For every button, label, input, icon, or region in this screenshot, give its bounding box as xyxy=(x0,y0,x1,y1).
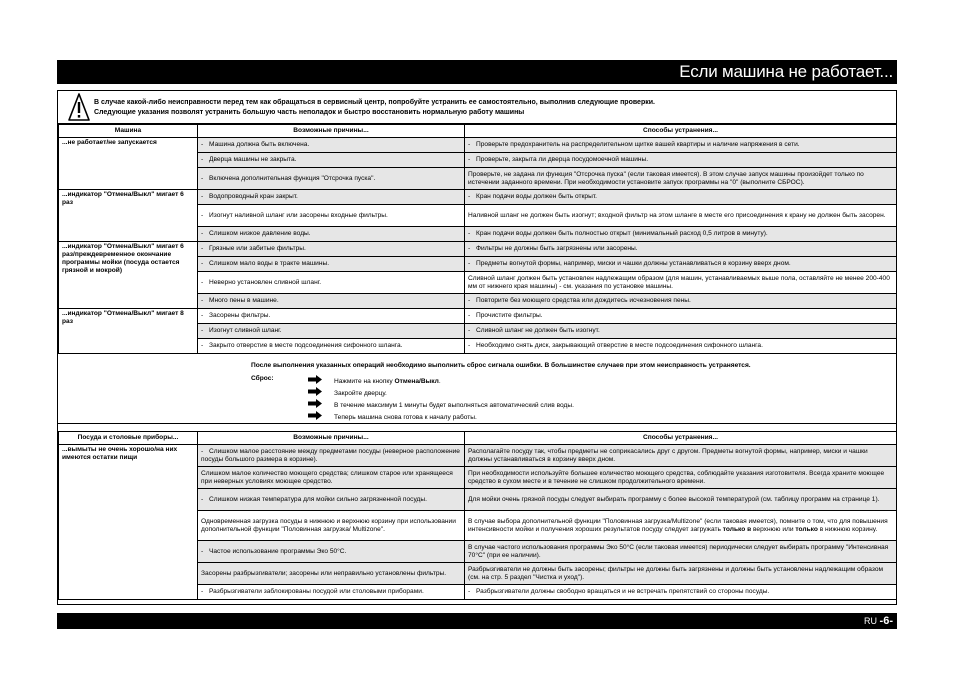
cause-cell: - Водопроводный кран закрыт. xyxy=(198,190,465,205)
reset-step: В течение максимум 1 минуты будет выполняться автоматический слив воды. xyxy=(308,398,574,409)
arrow-right-icon xyxy=(308,387,322,396)
cause-cell: - Неверно установлен сливной шланг. xyxy=(198,272,465,294)
solution-cell: При необходимости используйте большее количество моющего средства, соблюдайте указания изготовителя. Всегда храните моющее средство в сухом месте и в течение не слишком продолжительного времени. xyxy=(465,467,897,489)
machine-cell: ...индикатор "Отмена/Выкл" мигает 6 раз/преждевременное окончание программы мойки (посуда остается грязной и мокрой) xyxy=(59,242,198,309)
reset-heading: После выполнения указанных операций необходимо выполнить сброс сигнала ошибки. В большинстве случаев при этом неисправность устраняется. xyxy=(251,362,751,369)
cause-cell: Засорены разбрызгиватели; засорены или неправильно установлены фильтры. xyxy=(198,563,465,585)
solution-cell: Сливной шланг должен быть установлен надлежащим образом (для машин, устанавливаемых выше пола, оставляйте не менее 200-400 мм от нижнего края машины) - см. указания по установке машины. xyxy=(465,272,897,294)
arrow-right-icon xyxy=(308,399,322,408)
cause-cell: - Машина должна быть включена. xyxy=(198,138,465,153)
solution-cell: - Кран подачи воды должен быть открыт. xyxy=(465,190,897,205)
cause-cell: - Слишком малое расстояние между предметами посуды (неверное расположение посуды большого размера в корзине). xyxy=(198,445,465,467)
solution-cell: - Повторите без моющего средства или дождитесь исчезновения пены. xyxy=(465,294,897,309)
solution-cell: Для мойки очень грязной посуды следует выбирать программу с более высокой температурой (см. таблицу программ на странице 1). xyxy=(465,489,897,511)
solution-cell: - Кран подачи воды должен быть полностью открыт (минимальный расход 0,5 литров в минуту). xyxy=(465,227,897,242)
dishes-table xyxy=(58,431,897,600)
reset-step: Теперь машина снова готова к началу работы. xyxy=(308,410,477,421)
cause-cell: - Разбрызгиватели заблокированы посудой или столовыми приборами. xyxy=(198,585,465,600)
solution-cell: - Разбрызгиватели должны свободно вращаться и не встречать препятствий со стороны посуды. xyxy=(465,585,897,600)
reset-label: Сброс: xyxy=(251,375,274,382)
solution-cell: Разбрызгиватели не должны быть засорены; фильтры не должны быть загрязнены и должны быть установлены надлежащим образом (см. на стр. 5 раздел "Чистка и уход"). xyxy=(465,563,897,585)
machine-table xyxy=(58,124,897,354)
arrow-right-icon xyxy=(308,375,322,384)
machine-cell: ...не работает/не запускается xyxy=(59,138,198,190)
cause-cell: - Слишком мало воды в тракте машины. xyxy=(198,257,465,272)
reset-step: Закройте дверцу. xyxy=(308,386,387,397)
page-title: Если машина не работает... xyxy=(679,62,893,81)
table-header-row xyxy=(59,125,897,138)
solution-cell: - Прочистите фильтры. xyxy=(465,309,897,324)
cause-cell: - Дверца машины не закрыта. xyxy=(198,153,465,168)
solution-cell: Проверьте, не задана ли функция "Отсрочка пуска" (если таковая имеется). В этом случае запуск машины произойдет только по истечении заданного времени. При необходимости установите запуск программы на "0" (выполните СБРОС). xyxy=(465,168,897,190)
col-header-dishes: Посуда и столовые приборы... xyxy=(59,432,198,445)
page-number: RU -6- xyxy=(864,615,893,627)
solution-cell: - Необходимо снять диск, закрывающий отверстие в месте подсоединения сифонного шланга. xyxy=(465,339,897,354)
reset-section xyxy=(58,358,896,424)
cause-cell: - Частое использование программы Эко 50°C. xyxy=(198,541,465,563)
table-row xyxy=(59,309,897,324)
cause-cell: Слишком малое количество моющего средства; слишком старое или хранящееся при неверных условиях моющее средство. xyxy=(198,467,465,489)
col-header-causes: Возможные причины... xyxy=(198,432,465,445)
arrow-right-icon xyxy=(308,411,322,420)
warning-line-1: В случае какой-либо неисправности перед тем как обращаться в сервисный центр, попробуйте устранить ее самостоятельно, выполнив следующие проверки. xyxy=(94,99,655,106)
machine-cell: ...вымыты не очень хорошо/на них имеются остатки пищи xyxy=(59,445,198,600)
cause-cell: - Засорены фильтры. xyxy=(198,309,465,324)
table-row xyxy=(59,445,897,467)
cause-cell: - Закрыто отверстие в месте подсоединения сифонного шланга. xyxy=(198,339,465,354)
table-row xyxy=(59,138,897,153)
solution-cell: - Фильтры не должны быть загрязнены или засорены. xyxy=(465,242,897,257)
footer-bar xyxy=(57,613,897,629)
solution-cell: - Проверьте предохранитель на распределительном щитке вашей квартиры и наличие напряжения в сети. xyxy=(465,138,897,153)
warning-icon xyxy=(68,93,90,121)
cause-cell: - Изогнут наливной шланг или засорены входные фильтры. xyxy=(198,205,465,227)
col-header-machine: Машина xyxy=(59,125,198,138)
warning-note xyxy=(58,91,896,124)
machine-cell: ...индикатор "Отмена/Выкл" мигает 8 раз xyxy=(59,309,198,354)
solution-cell: В случае частого использования программы Эко 50°C (если таковая имеется) периодически следует выбирать программу "Интенсивная 70°C" (при ее наличии). xyxy=(465,541,897,563)
col-header-solutions: Способы устранения... xyxy=(465,432,897,445)
solution-cell: В случае выбора дополнительной функции "Половинная загрузка/Multizone" (если таковая имеется), помните о том, что для повышения интенсивности мойки и получения хороших результатов посуду следует загружать только в верхнюю или только в нижнюю корзину. xyxy=(465,511,897,541)
reset-step: Нажмите на кнопку Отмена/Выкл. xyxy=(308,374,441,385)
cause-cell: - Слишком низкое давление воды. xyxy=(198,227,465,242)
col-header-causes: Возможные причины... xyxy=(198,125,465,138)
warning-line-2: Следующие указания позволят устранить большую часть неполадок и быстро восстановить нормальную работу машины xyxy=(94,109,525,116)
cancel-off-button-label: Отмена/Выкл xyxy=(394,378,439,385)
machine-cell: ...индикатор "Отмена/Выкл" мигает 6 раз xyxy=(59,190,198,242)
troubleshooting-panel xyxy=(57,90,897,605)
solution-cell: Располагайте посуду так, чтобы предметы не соприкасались друг с другом. Предметы вогнутой формы, например, миски и чашки должны устанавливаться в корзину вверх дном. xyxy=(465,445,897,467)
col-header-solutions: Способы устранения... xyxy=(465,125,897,138)
cause-cell: Одновременная загрузка посуды в нижнюю и верхнюю корзину при использовании дополнительной функции "Половинная загрузка/ Multizone". xyxy=(198,511,465,541)
table-header-row xyxy=(59,432,897,445)
cause-cell: - Слишком низкая температура для мойки сильно загрязненной посуды. xyxy=(198,489,465,511)
cause-cell: - Много пены в машине. xyxy=(198,294,465,309)
solution-cell: - Проверьте, закрыта ли дверца посудомоечной машины. xyxy=(465,153,897,168)
cause-cell: - Изогнут сливной шланг. xyxy=(198,324,465,339)
cause-cell: - Включена дополнительная функция "Отсрочка пуска". xyxy=(198,168,465,190)
table-row xyxy=(59,242,897,257)
title-bar xyxy=(57,60,897,84)
solution-cell: - Предметы вогнутой формы, например, миски и чашки должны устанавливаться в корзину вверх дном. xyxy=(465,257,897,272)
solution-cell: - Сливной шланг не должен быть изогнут. xyxy=(465,324,897,339)
table-row xyxy=(59,190,897,205)
solution-cell: Наливной шланг не должен быть изогнут; входной фильтр на этом шланге в месте его присоединения к крану не должен быть засорен. xyxy=(465,205,897,227)
cause-cell: - Грязные или забитые фильтры. xyxy=(198,242,465,257)
